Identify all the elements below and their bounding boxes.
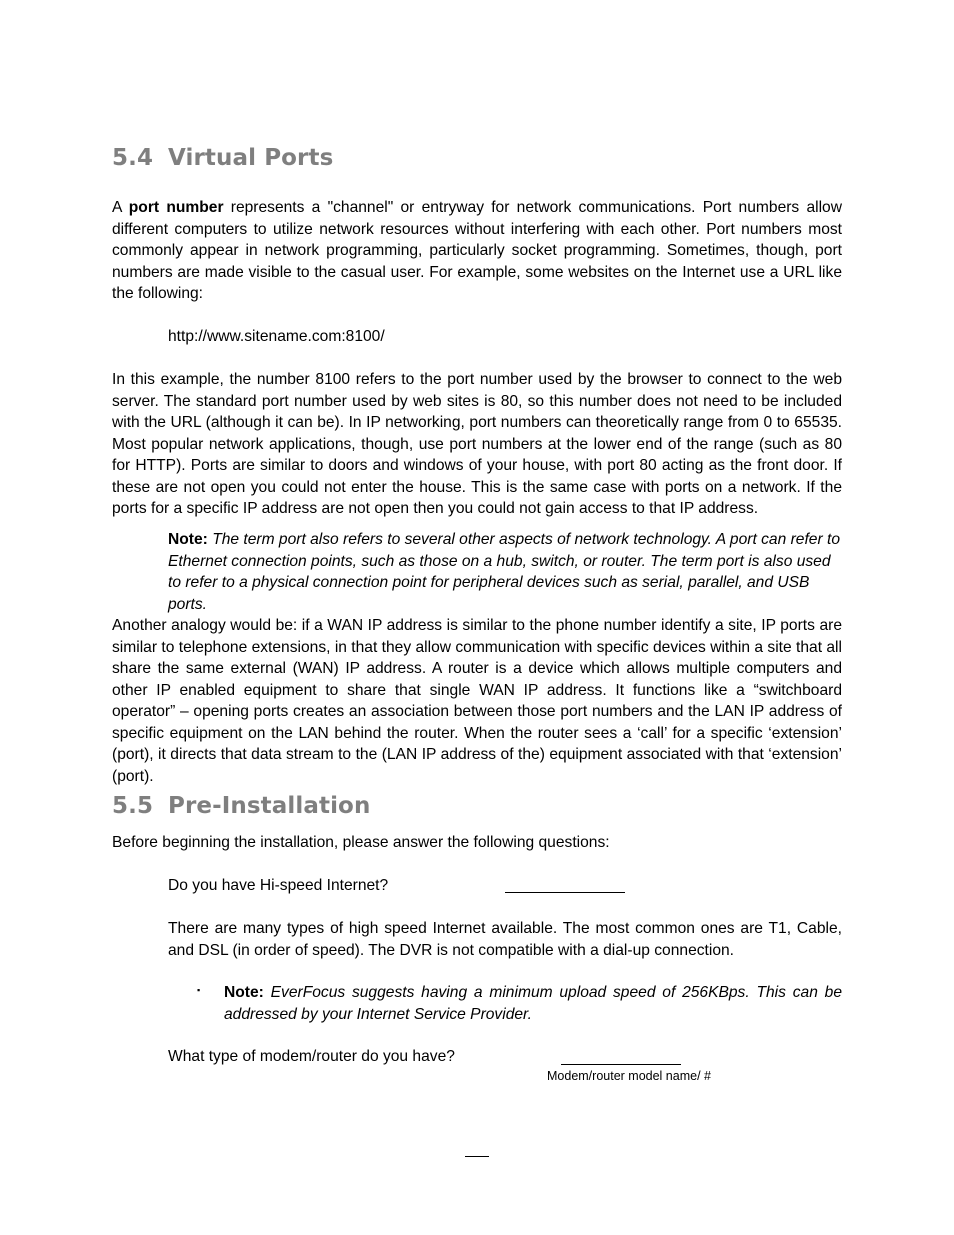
note-text: EverFocus suggests having a minimum upload speed of 256KBps. This can be addressed by your Internet Service Provider. <box>224 984 842 1023</box>
answer-blank-modem <box>561 1064 681 1065</box>
note-label: Note: <box>168 531 208 548</box>
example-url: http://www.sitename.com:8100/ <box>168 328 385 345</box>
section-heading-pre-installation <box>112 793 370 819</box>
paragraph-port-number: A port number represents a "channel" or entryway for network communications. Port numbers allow different computers to utilize network resources without interfering with each other. Port numbers most commonly appear in network programming, particularly socket programming. Sometimes, though, port numbers are made visible to the casual user. For example, some websites on the Internet use a URL like the following: <box>112 199 842 302</box>
answer-blank-hi-speed <box>505 892 625 893</box>
term-port-number: port number <box>128 199 224 216</box>
note-text: The term port also refers to several other aspects of network technology. A port can refer to Ethernet connection points, such as those on a hub, switch, or router. The term port is also used to refer to a physical connection point for peripheral devices such as serial, parallel, and USB ports. <box>168 531 840 613</box>
paragraph-analogy: Another analogy would be: if a WAN IP address is similar to the phone number identify a site, IP ports are similar to telephone extensions, in that they allow communication with specific devices within a site that all share the same external (WAN) IP address. A router is a device which allows multiple computers and other IP enabled equipment to share that single WAN IP address. It functions like a “switchboard operator” – opening ports creates an association between those port numbers and the LAN IP address of specific equipment on the LAN behind the router. When the router sees a ‘call’ for a specific ‘extension’ (port), it directs that data stream to the (LAN IP address of the) equipment associated with that ‘extension’ (port). <box>112 617 842 785</box>
paragraph-internet-types: There are many types of high speed Internet available. The most common ones are T1, Cable, and DSL (in order of speed). The DVR is not compatible with a dial-up connection. <box>168 920 842 959</box>
note-upload-speed <box>224 982 842 1025</box>
section-title: Pre-Installation <box>168 793 371 819</box>
paragraph-port-example: In this example, the number 8100 refers to the port number used by the browser to connect to the web server. The standard port number used by web sites is 80, so this number does not need to be included with the URL (although it can be). In IP networking, port numbers can theoretically range from 0 to 65535. Most popular network applications, though, use port numbers at the lower end of the range (such as 80 for HTTP). Ports are similar to doors and windows of your house, with port 80 acting as the front door. If these are not open you could not enter the house. This is the same case with ports on a network. If the ports for a specific IP address are not open then you could not gain access to that IP address. <box>112 371 842 517</box>
page-number-underline <box>465 1156 489 1157</box>
section-heading-virtual-ports <box>112 145 333 171</box>
paragraph-intro: Before beginning the installation, please answer the following questions: <box>112 834 610 851</box>
section-number: 5.4 <box>112 145 154 171</box>
note-label: Note: <box>224 984 264 1001</box>
note-port-term <box>168 529 842 615</box>
question-modem-router: What type of modem/router do you have? <box>168 1048 455 1065</box>
answer-caption-modem: Modem/router model name/ # <box>547 1069 711 1083</box>
question-hi-speed-internet: Do you have Hi-speed Internet? <box>168 877 389 894</box>
section-number: 5.5 <box>112 793 154 819</box>
section-title: Virtual Ports <box>168 145 334 171</box>
bullet-icon: ▪ <box>197 985 201 995</box>
